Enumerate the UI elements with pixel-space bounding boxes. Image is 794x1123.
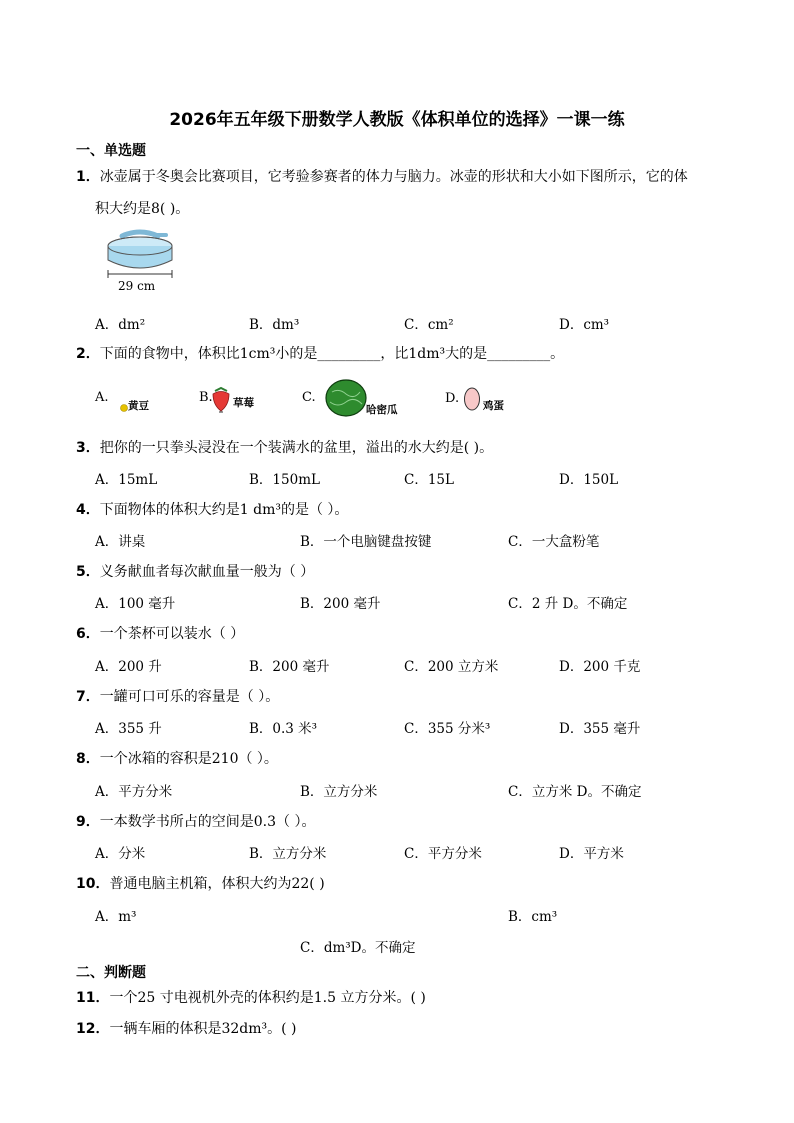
question-number: 12．: [76, 1021, 110, 1037]
option-a[interactable]: A．分米: [95, 846, 146, 862]
question-1-line2: 积大约是8( )。: [95, 201, 190, 217]
option-c[interactable]: C．15L: [404, 472, 454, 488]
question-text: 一个茶杯可以装水（ ）: [99, 626, 245, 642]
option-c[interactable]: C．dm³D。不确定: [300, 940, 416, 956]
option-c[interactable]: C．立方米 D。不确定: [508, 784, 642, 800]
soybean-icon: [120, 404, 128, 412]
food-option-b[interactable]: [199, 382, 279, 418]
question-6: [76, 623, 244, 643]
food-name: 草莓: [233, 397, 254, 409]
option-a[interactable]: A．m³: [95, 909, 137, 925]
strawberry-icon: [211, 385, 231, 415]
section-heading-true-false: 二、判断题: [76, 965, 146, 981]
question-number: 9．: [76, 814, 100, 830]
question-text: 一罐可口可乐的容量是（ ）。: [99, 689, 280, 705]
question-number: 3．: [76, 440, 100, 456]
option-d[interactable]: D．150L: [559, 472, 619, 488]
food-name: 黄豆: [128, 400, 149, 412]
question-number: 10．: [76, 876, 110, 892]
melon-icon: [324, 378, 368, 418]
option-d[interactable]: D．cm³: [559, 317, 610, 333]
figure-label: 29 cm: [118, 279, 156, 293]
question-10: [76, 873, 325, 893]
option-d[interactable]: D．355 毫升: [559, 721, 641, 737]
question-text: 冰壶属于冬奥会比赛项目，它考验参赛者的体力与脑力。冰壶的形状和大小如下图所示，它的体: [99, 169, 688, 185]
option-a[interactable]: A．平方分米: [95, 784, 173, 800]
option-c[interactable]: C．200 立方米: [404, 659, 499, 675]
question-number: 4．: [76, 502, 100, 518]
option-a[interactable]: A．讲桌: [95, 534, 146, 550]
option-b[interactable]: B．200 毫升: [300, 596, 381, 612]
question-text: 一辆车厢的体积是32dm³。( ): [109, 1021, 297, 1037]
question-4: [76, 499, 348, 519]
option-a[interactable]: A．dm²: [95, 317, 146, 333]
question-2: [76, 343, 564, 363]
option-c[interactable]: C．平方分米: [404, 846, 482, 862]
food-letter: C.: [302, 390, 316, 405]
option-a[interactable]: A．200 升: [95, 659, 162, 675]
food-option-c[interactable]: [302, 378, 412, 418]
question-number: 8．: [76, 751, 100, 767]
question-number: 11．: [76, 990, 110, 1006]
question-number: 7．: [76, 689, 100, 705]
question-text: 一本数学书所占的空间是0.3（ ）。: [99, 814, 316, 830]
question-text: 下面物体的体积大约是1 dm³的是（ ）。: [99, 502, 349, 518]
question-number: 1．: [76, 169, 100, 185]
question-text: 义务献血者每次献血量一般为（ ）: [99, 564, 315, 580]
option-c[interactable]: C．2 升 D。不确定: [508, 596, 628, 612]
food-letter: B.: [199, 390, 213, 405]
option-c[interactable]: C．cm²: [404, 317, 454, 333]
option-b[interactable]: B．200 毫升: [249, 659, 330, 675]
egg-icon: [463, 386, 481, 412]
food-name: 哈密瓜: [366, 404, 398, 416]
option-b[interactable]: B．立方分米: [300, 784, 378, 800]
option-b[interactable]: B．立方分米: [249, 846, 327, 862]
option-a[interactable]: A．100 毫升: [95, 596, 176, 612]
curling-stone-figure: [100, 226, 180, 296]
option-a[interactable]: A．355 升: [95, 721, 162, 737]
question-1: [76, 166, 688, 186]
food-letter: D.: [445, 391, 460, 406]
question-text: 下面的食物中，体积比1cm³小的是_________，比1dm³大的是_________。: [99, 346, 565, 362]
option-c[interactable]: C．一大盒粉笔: [508, 534, 600, 550]
question-text: 一个25 寸电视机外壳的体积约是1.5 立方分米。( ): [109, 990, 426, 1006]
question-12: [76, 1018, 297, 1038]
question-number: 6．: [76, 626, 100, 642]
option-b[interactable]: B．一个电脑键盘按键: [300, 534, 432, 550]
question-number: 2．: [76, 346, 100, 362]
question-3: [76, 437, 493, 457]
food-name: 鸡蛋: [483, 400, 504, 412]
question-11: [76, 987, 426, 1007]
question-number: 5．: [76, 564, 100, 580]
question-text: 一个冰箱的容积是210（ ）。: [99, 751, 278, 767]
question-7: [76, 686, 279, 706]
option-d[interactable]: D．200 千克: [559, 659, 641, 675]
option-c[interactable]: C．355 分米³: [404, 721, 491, 737]
page-title: 2026年五年级下册数学人教版《体积单位的选择》一课一练: [169, 110, 625, 130]
food-letter: A.: [95, 390, 109, 405]
question-text: 普通电脑主机箱，体积大约为22( ): [109, 876, 325, 892]
option-d[interactable]: D．平方米: [559, 846, 624, 862]
question-8: [76, 748, 278, 768]
food-option-d[interactable]: [445, 386, 525, 422]
option-a[interactable]: A．15mL: [95, 472, 158, 488]
question-text: 把你的一只拳头浸没在一个装满水的盆里，溢出的水大约是( )。: [99, 440, 494, 456]
option-b[interactable]: B．dm³: [249, 317, 300, 333]
question-5: [76, 561, 314, 581]
option-b[interactable]: B．150mL: [249, 472, 320, 488]
question-9: [76, 811, 315, 831]
section-heading-single-choice: 一、单选题: [76, 143, 146, 159]
food-option-a[interactable]: [95, 382, 175, 418]
option-b[interactable]: B．0.3 米³: [249, 721, 318, 737]
option-b[interactable]: B．cm³: [508, 909, 558, 925]
